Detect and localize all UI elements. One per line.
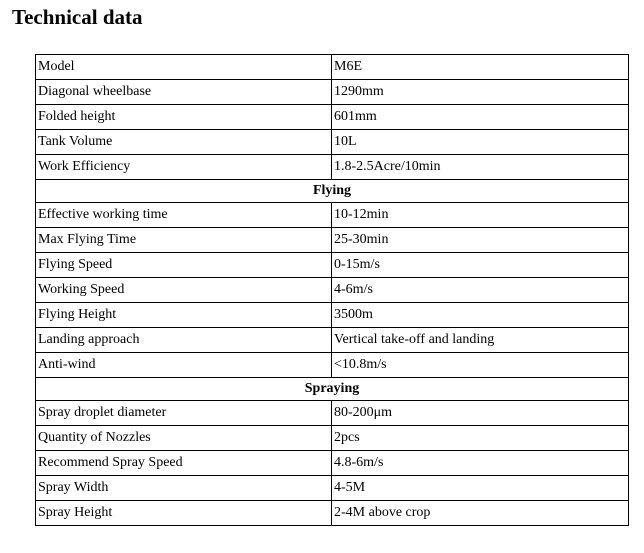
page-title: Technical data [12,5,143,29]
table-row [36,303,629,328]
spec-value: <10.8m/s [332,353,629,378]
table-row [36,253,629,278]
spec-value: 4.8-6m/s [332,451,629,476]
table-row [36,401,629,426]
section-title: Spraying [36,378,629,401]
section-header-flying [36,180,629,203]
spec-label: Model [36,55,332,80]
spec-label: Landing approach [36,328,332,353]
spec-label: Flying Speed [36,253,332,278]
spec-label: Tank Volume [36,130,332,155]
spec-value: 1.8-2.5Acre/10min [332,155,629,180]
table-row [36,278,629,303]
spec-label: Spray Width [36,476,332,501]
spec-value: 2pcs [332,426,629,451]
spec-value: 25-30min [332,228,629,253]
table-row [36,501,629,526]
spec-label: Spray Height [36,501,332,526]
table-row [36,105,629,130]
spec-label: Max Flying Time [36,228,332,253]
section-title: Flying [36,180,629,203]
spec-value: M6E [332,55,629,80]
spec-label: Diagonal wheelbase [36,80,332,105]
section-header-spraying [36,378,629,401]
spec-label: Recommend Spray Speed [36,451,332,476]
spec-label: Effective working time [36,203,332,228]
spec-value: 0-15m/s [332,253,629,278]
table-row [36,80,629,105]
spec-value: 4-6m/s [332,278,629,303]
spec-value: 601mm [332,105,629,130]
spec-label: Working Speed [36,278,332,303]
spec-label: Folded height [36,105,332,130]
spec-value: Vertical take-off and landing [332,328,629,353]
spec-value: 4-5M [332,476,629,501]
spec-label: Quantity of Nozzles [36,426,332,451]
table-row [36,476,629,501]
spec-label: Flying Height [36,303,332,328]
spec-value: 10L [332,130,629,155]
spec-value: 2-4M above crop [332,501,629,526]
table-row [36,426,629,451]
table-row [36,451,629,476]
table-row [36,328,629,353]
table-row [36,55,629,80]
spec-value: 3500m [332,303,629,328]
table-row [36,155,629,180]
table-row [36,228,629,253]
table-row [36,203,629,228]
spec-value: 1290mm [332,80,629,105]
table-row [36,353,629,378]
spec-value: 80-200μm [332,401,629,426]
spec-label: Work Efficiency [36,155,332,180]
spec-label: Spray droplet diameter [36,401,332,426]
table-row [36,130,629,155]
spec-label: Anti-wind [36,353,332,378]
spec-value: 10-12min [332,203,629,228]
technical-data-table [35,54,629,526]
